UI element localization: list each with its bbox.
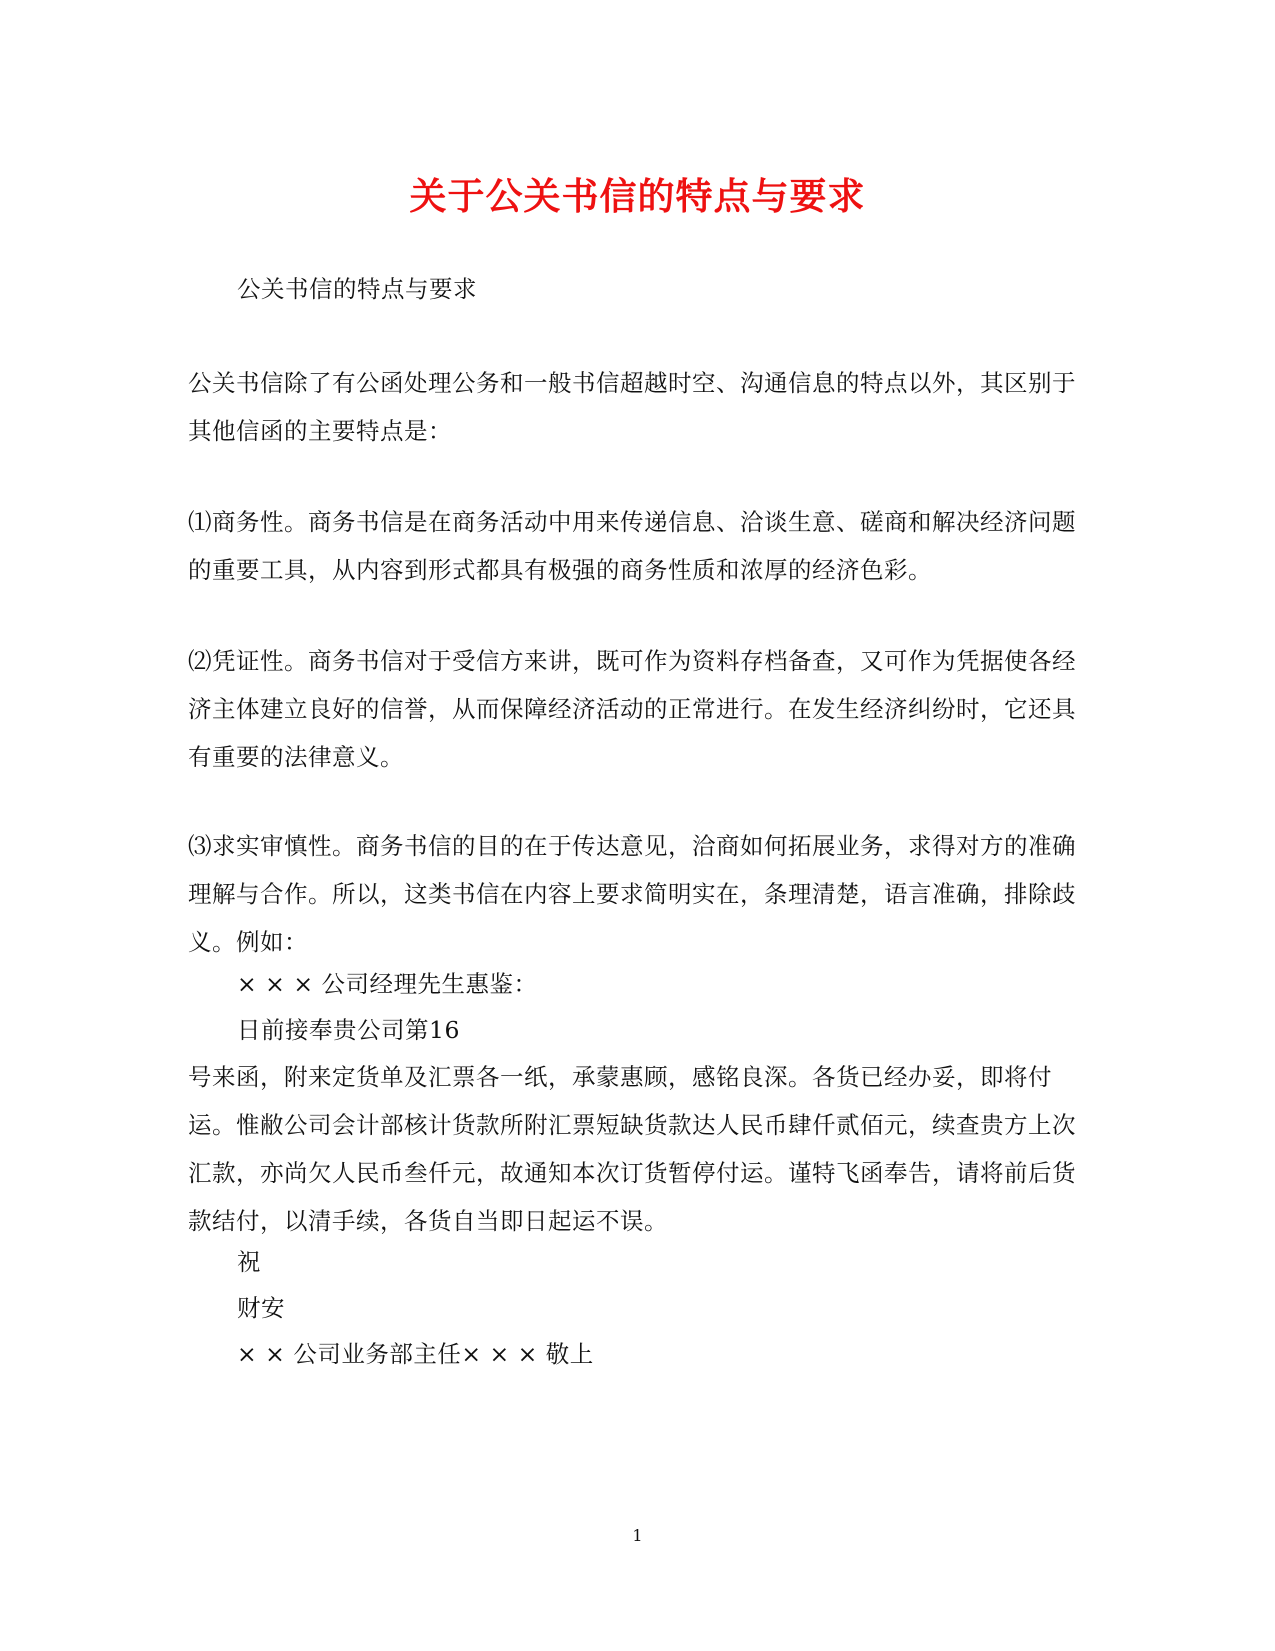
subtitle: 公关书信的特点与要求 <box>237 275 477 303</box>
document-title: 关于公关书信的特点与要求 <box>409 174 866 218</box>
page-number: 1 <box>632 1526 643 1545</box>
letter-first-line: 日前接奉贵公司第16 <box>237 1016 460 1044</box>
point-2-paragraph: ⑵凭证性。商务书信对于受信方来讲，既可作为资料存档备查，又可作为凭据使各经济主体建立良好的信誉，从而保障经济活动的正常进行。在发生经济纠纷时，它还具有重要的法律意义。 <box>188 647 1076 771</box>
letter-signature: × × 公司业务部主任× × × 敬上 <box>237 1340 594 1368</box>
letter-body: 号来函，附来定货单及汇票各一纸，承蒙惠顾，感铭良深。各货已经办妥，即将付运。惟敝公司会计部核计货款所附汇票短缺货款达人民币肆仟贰佰元，续查贵方上次汇款，亦尚欠人民币叁仟元，故通知本次订货暂停付运。谨特飞函奉告，请将前后货款结付，以清手续，各货自当即日起运不误。 <box>188 1063 1076 1235</box>
letter-closing-wish: 祝 <box>237 1248 261 1276</box>
letter-salutation: × × × 公司经理先生惠鉴： <box>237 970 538 998</box>
point-3-paragraph: ⑶求实审慎性。商务书信的目的在于传达意见，洽商如何拓展业务，求得对方的准确理解与合作。所以，这类书信在内容上要求简明实在，条理清楚，语言准确，排除歧义。例如： <box>188 832 1076 956</box>
intro-paragraph: 公关书信除了有公函处理公务和一般书信超越时空、沟通信息的特点以外，其区别于其他信函的主要特点是： <box>188 369 1076 445</box>
point-1-paragraph: ⑴商务性。商务书信是在商务活动中用来传递信息、洽谈生意、磋商和解决经济问题的重要工具，从内容到形式都具有极强的商务性质和浓厚的经济色彩。 <box>188 508 1076 584</box>
letter-closing-blessing: 财安 <box>237 1294 285 1322</box>
